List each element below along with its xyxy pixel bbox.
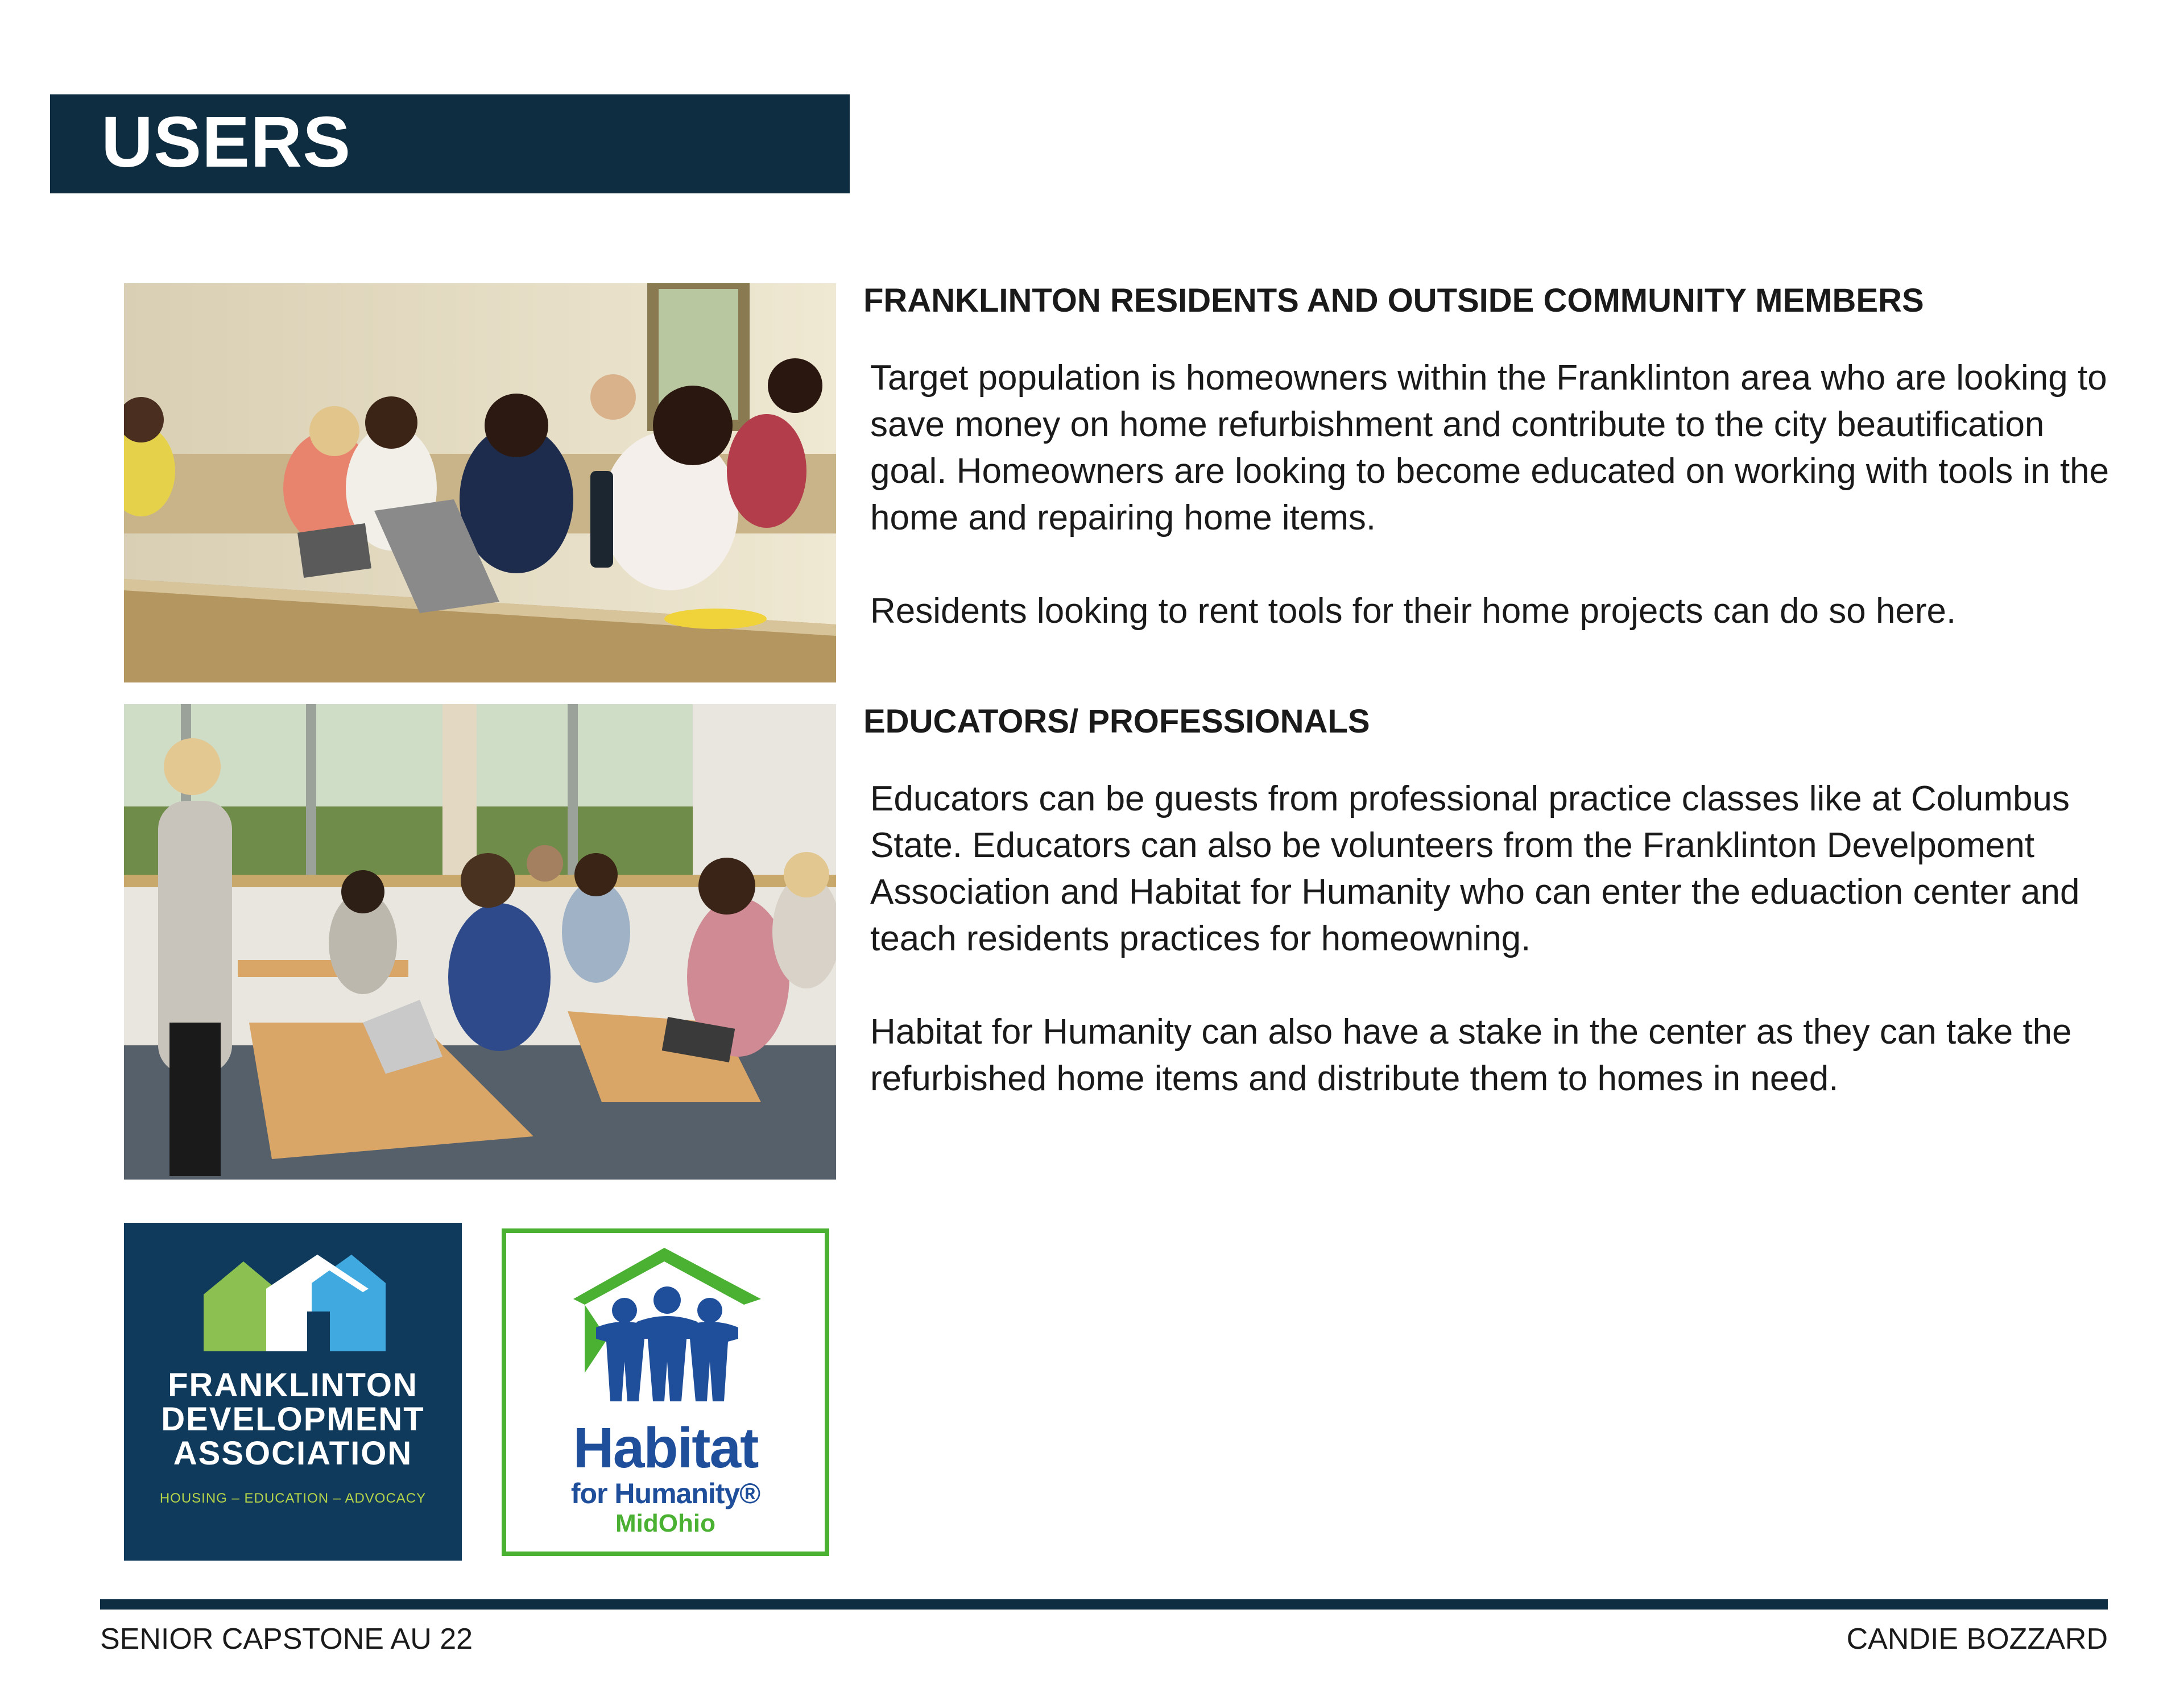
fda-tagline: HOUSING – EDUCATION – ADVOCACY (159, 1491, 427, 1506)
habitat-house-people-icon (573, 1248, 761, 1413)
house-icon (204, 1255, 386, 1351)
section-body-educators (870, 776, 2121, 1149)
page-title: USERS (101, 102, 351, 182)
title-banner (50, 94, 850, 193)
section-heading-educators: EDUCATORS/ PROFESSIONALS (863, 703, 1370, 740)
franklinton-development-association-logo (124, 1223, 462, 1561)
section-body-residents (870, 355, 2121, 681)
fda-name-line: FRANKLINTON (168, 1367, 418, 1404)
section-heading-residents: FRANKLINTON RESIDENTS AND OUTSIDE COMMUNITY MEMBERS (863, 282, 1924, 319)
classroom-photo-educators (124, 704, 836, 1180)
paragraph: Habitat for Humanity can also have a stake in the center as they can take the refurbished home items and distribute them to homes in need. (870, 1012, 2072, 1098)
footer-divider (100, 1599, 2108, 1610)
habitat-wordmark: Habitat (573, 1416, 758, 1480)
habitat-for-humanity-logo (502, 1228, 829, 1556)
habitat-region: MidOhio (615, 1509, 715, 1537)
habitat-wordmark-sub: for Humanity® (570, 1478, 760, 1509)
footer-course: SENIOR CAPSTONE AU 22 (100, 1623, 473, 1656)
fda-name-line: DEVELOPMENT (161, 1401, 425, 1438)
fda-name-line: ASSOCIATION (173, 1435, 413, 1472)
footer-author: CANDIE BOZZARD (1846, 1623, 2108, 1656)
paragraph: Target population is homeowners within the Franklinton area who are looking to save money on home refurbishment and contribute to the city beautification goal. Homeowners are looking to become educated on working with tools in the home and repairing home items. (870, 358, 2109, 537)
paragraph: Educators can be guests from professional practice classes like at Columbus State. Educators can also be volunteers from the Franklinton Develpoment Association and Habitat for Humanity who can enter the eduaction center and teach residents practices for homeowning. (870, 779, 2080, 958)
paragraph: Residents looking to rent tools for their home projects can do so here. (870, 591, 1956, 631)
classroom-photo-residents (124, 283, 836, 682)
